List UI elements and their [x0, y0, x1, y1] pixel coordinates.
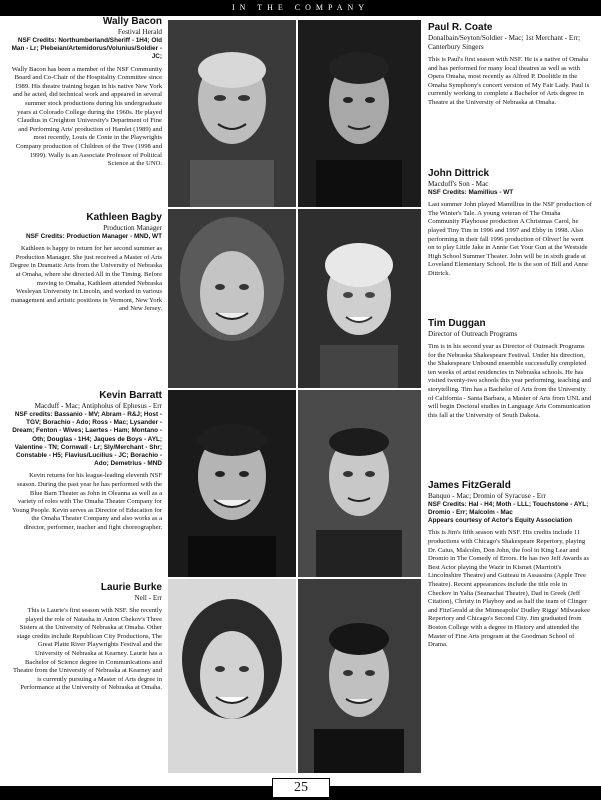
person-bio: Last summer John played Mamillius in the NSF production of The Winter's Tale. A young veteran of The Omaha Community Playhouse production A Christmas Carol, he played Tiny Tim in 1996 and 1997 and Ebby in 1998. Also performing in their fall 1996 production of Oliver! he went on to play Little Jake in Annie Get Your Gun at the Westside High School Summer Theater. John will be in sixth grade at Loveland Elementary School. He is the son of Bill and Anne Dittrick. [428, 201, 592, 277]
photo-kevin-barratt [168, 390, 296, 577]
person-bio: Kathleen is happy to return for her second summer as Production Manager. She just received a Master of Arts Degree in Dramatic Arts from the University of Nebraska at Omaha, where she directed All in the Timing. Before moving to Omaha, Kathleen attended Nebraska Wesleyan University in Lincoln, and worked in various management and artistic positions in Vermont, New York and New Jersey. [10, 245, 162, 313]
page-number: 25 [272, 778, 330, 798]
person-role: Macduff - Mac; Antipholus of Ephesus - Err [34, 402, 162, 410]
bio-tim-duggan [428, 318, 592, 420]
person-name: James FitzGerald [428, 480, 511, 491]
photo-wally-bacon [168, 20, 296, 207]
person-bio: Wally Bacon has been a member of the NSF Community Board and Co-Chair of the Hospitality Committee since 1989. His theatre training began in his native New York and he acted, did technical work and appeared in several summer stock productions during his undergraduate years at Colorado College during the 1960s. He played Claudius in Creighton University's Department of Fine and Performing Arts' production of Hamlet (1989) and most recently, Louis de Conte in the Playwrights Company production of Children of the Tree (1998 and 1999). Wally is an Associate Professor of Political Science at the UNO. [11, 65, 162, 168]
portrait-icon [298, 579, 421, 773]
photo-laurie-burke [168, 579, 296, 773]
portrait-icon [298, 209, 421, 388]
photo-john-dittrick [298, 209, 421, 388]
bio-laurie-burke [10, 582, 162, 693]
person-role: Production Manager [103, 224, 162, 232]
portrait-icon [168, 579, 296, 773]
person-name: John Dittrick [428, 168, 490, 179]
person-role: Macduff's Son - Mac [428, 180, 489, 188]
person-name: Tim Duggan [428, 318, 486, 329]
person-bio: Kevin returns for his league-leading eleventh NSF season. During the past year he has performed with the Blue Barn Theater as John in Oleanna as well as a variety of roles with The Omaha Theater Company for Young People. Kevin serves as Director of Education for the Omaha Theater Company and also works as a director, performer, teacher and fight choreographer. [11, 472, 162, 531]
photo-james-fitzgerald-2 [298, 579, 421, 773]
bio-wally-bacon [10, 16, 162, 169]
section-header: IN THE COMPANY [0, 0, 601, 16]
person-credits: NSF credits: Bassanio - MV; Abram - R&J; Host - TGV; Borachio - Ado; Ross - Mac; Lysander - Dream; Fenton - Wives; Laertes - Ham; Montano - Oth; Douglas - 1H4; Jaques de Boys - AYL; Valentine - TN; Cornwall - Lr; Sly/Merchant - Shr; Constable - H5; Flavius/Lucilius - JC; Borachio - Ado; Demetrius - MND [12, 411, 162, 468]
bio-kathleen-bagby [10, 212, 162, 314]
person-name: Kevin Barratt [99, 390, 162, 401]
person-credits: NSF Credits: Hal - H4; Moth - LLL; Touchstone - AYL; Dromio - Err; Malcolm - Mac [428, 501, 589, 517]
portrait-icon [298, 390, 421, 577]
photo-paul-coate [298, 20, 421, 207]
person-bio: This is Jim's fifth season with NSF. His credits include 11 productions with Chicago's Shakespeare Repertory, playing Dr. Caius, Malcolm, Don John, the fool in King Lear and Dromio in The Comedy of Errors. He has two Jeff Awards as Best Actor playing the Wazir in Kismet (Marriott's Lincolnshire Theatre) and Guiteau in Assassins (Apple Tree Theatre). Recent appearances include the title role in Checkov in Yalta (Seanachai Theatre), Dad in Greek (Jeff Citation), Christy in Playboy and as half the team of Clinger and FitzGerald at the Minneapolis' Dudley Riggs' Milwaukee Repertory and Chicago's Second City. Jim graduated from Boston College with a degree in History and attended the Master of Fine Arts program at the Goodman School of Drama. [428, 529, 590, 649]
portrait-icon [168, 209, 296, 388]
portrait-icon [168, 390, 296, 577]
person-bio: Tim is in his second year as Director of Outreach Programs for the Nebraska Shakespeare Festival. Under his direction, the Shakespeare Unbound ensemble successfully completed ten weeks of artist residencies in Nebraska schools. He has visited twenty-two schools this year performing, teaching and storytelling. Tim has a Bachelor of Arts from the University of California - Santa Barbara, a Master of Arts from UNL and will begin Doctoral studies in Language Arts Communication this fall at the University of South Dakota. [428, 343, 592, 419]
person-name: Laurie Burke [100, 582, 162, 593]
person-role: Nell - Err [134, 594, 162, 602]
person-role: Banquo - Mac; Dromio of Syracuse - Err [428, 492, 546, 500]
bio-paul-coate [428, 22, 592, 108]
bio-kevin-barratt [10, 390, 162, 533]
person-bio: This is Paul's first season with NSF. He is a native of Omaha and has performed for many local theatres as well as with Opera Omaha, most recently as Alfred P. Doolittle in the Omaha Symphony's concert version of My Fair Lady. Paul is currently working to complete a Bachelor of Arts degree in Theatre at the University of Nebraska at Omaha. [428, 56, 590, 106]
person-name: Paul R. Coate [428, 22, 493, 33]
person-credits: NSF Credits: Northumberland/Sheriff - 1H4; Old Man - Lr; Plebeian/Artemidorus/Volunius/Soldier - JC; [11, 37, 162, 61]
photo-james-fitzgerald [298, 390, 421, 577]
person-credits: NSF Credits: Mamillius - WT [428, 189, 514, 196]
photo-kathleen-bagby [168, 209, 296, 388]
person-role: Festival Herald [117, 28, 162, 36]
person-name: Kathleen Bagby [86, 212, 162, 223]
person-note: Appears courtesy of Actor's Equity Association [428, 517, 573, 525]
person-name: Wally Bacon [102, 16, 162, 27]
person-role: Director of Outreach Programs [428, 330, 518, 338]
bio-john-dittrick [428, 168, 592, 279]
person-bio: This is Laurie's first season with NSF. She recently played the role of Natasha in Anton Chekov's Three Sisters at the University of Nebraska at Omaha. Other stage credits include Republican City Productions, The Great Platte River Playwrights Festival and the University of Nebraska at Kearney. Laurie has a Bachelor of Science degree in Communications and Theatre from the University of Nebraska at Kearney and is currently pursuing a Master of Arts degree in Performance at the University of Nebraska at Omaha. [12, 607, 162, 692]
portrait-icon [168, 20, 296, 207]
person-credits: NSF Credits: Production Manager - MND, WT [26, 233, 162, 240]
person-role: Donalbain/Seyton/Soldier - Mac; 1st Merchant - Err; Canterbury Singers [428, 34, 581, 51]
bio-james-fitzgerald [428, 480, 592, 650]
portrait-icon [298, 20, 421, 207]
